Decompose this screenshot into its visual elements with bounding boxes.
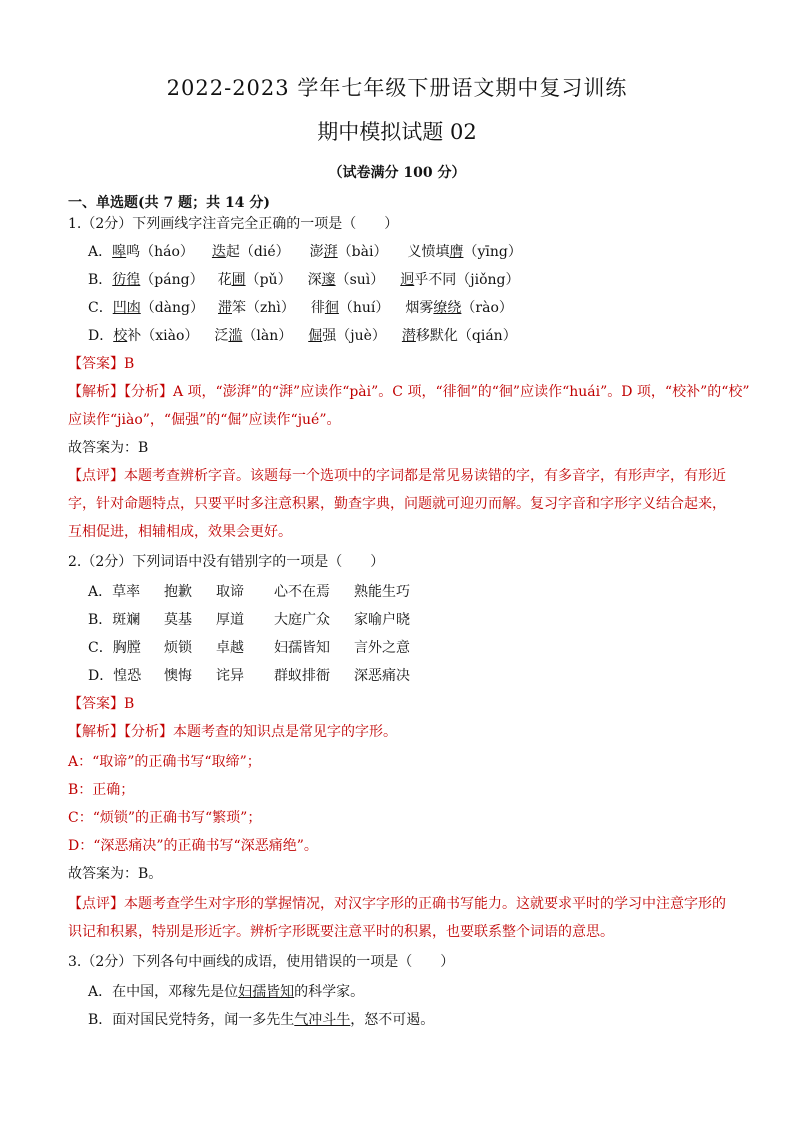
question-2-option-c: C．胸膛 烦锁 卓越 妇孺皆知 言外之意 (88, 640, 410, 656)
question-2-analysis: 【解析】【分析】本题考查的知识点是常见字的字形。 (68, 724, 397, 740)
score-note: （试卷满分 100 分） (328, 165, 466, 181)
question-3-option-b: B．面对国民党特务，闻一多先生气冲斗牛，怒不可遏。 (88, 1012, 435, 1028)
question-1-option-b: B．彷徨（páng） 花圃（pǔ） 深邃（suì） 迥乎不同（jiǒng） (88, 272, 520, 288)
question-2-comment: 【点评】本题考查学生对字形的掌握情况，对汉字字形的正确书写能力。这就要求平时的学习中注意字形的识记和积累，特别是形近字。辨析字形既要注意平时的积累，也要联系整个词语的意思。 (68, 896, 726, 940)
section-heading: 一、单选题(共 7 题；共 14 分) (68, 195, 270, 211)
document-title: 2022-2023 学年七年级下册语文期中复习训练 (166, 76, 628, 100)
question-2-conclusion: 故答案为：B。 (68, 866, 163, 882)
question-1-option-c: C．凹凼（dàng） 滞笨（zhì） 徘徊（huí） 烟雾缭绕（rào） (88, 300, 513, 316)
question-3-stem: 3.（2分）下列各句中画线的成语，使用错误的一项是（ ） (68, 954, 455, 970)
question-2-option-a: A．草率 抱歉 取谛 心不在焉 熟能生巧 (88, 584, 410, 600)
question-1-conclusion: 故答案为：B (68, 440, 149, 456)
question-2-detail-a: A：“取谛”的正确书写“取缔”； (68, 754, 261, 770)
question-2-answer: 【答案】B (68, 696, 135, 712)
question-3-option-a: A．在中国，邓稼先是位妇孺皆知的科学家。 (88, 984, 365, 1000)
question-2-detail-d: D：“深恶痛决”的正确书写“深恶痛绝”。 (68, 838, 318, 854)
question-2-option-d: D．惶恐 懊悔 诧异 群蚁排衙 深恶痛决 (88, 668, 410, 684)
question-2-detail-c: C：“烦锁”的正确书写“繁琐”； (68, 810, 262, 826)
question-1-option-a: A．嗥鸣（háo） 迭起（dié） 澎湃（bài） 义愤填膺（yīng） (88, 244, 522, 260)
question-1-analysis-line-2: 应读作“jiào”，“倔强”的“倔”应读作“jué”。 (68, 412, 341, 428)
question-1-analysis-line-1: 【解析】【分析】A 项，“澎湃”的“湃”应读作“pài”。C 项，“徘徊”的“徊”应读作“huái”。D 项，“校补”的“校” (68, 384, 750, 400)
question-2-stem: 2.（2分）下列词语中没有错别字的一项是（ ） (68, 554, 385, 570)
question-1-answer: 【答案】B (68, 356, 135, 372)
question-1-option-d: D．校补（xiào） 泛滥（làn） 倔强（juè） 潜移默化（qián） (88, 328, 517, 344)
question-1-comment: 【点评】本题考查辨析字音。该题每一个选项中的字词都是常见易读错的字，有多音字，有形声字，有形近字，针对命题特点，只要平时多注意积累，勤查字典，问题就可迎刃而解。复习字音和字形字义结合起来，互相促进，相辅相成，效果会更好。 (68, 468, 726, 540)
document-subtitle: 期中模拟试题 02 (317, 120, 477, 144)
question-2-detail-b: B：正确； (68, 782, 135, 798)
question-1-stem: 1.（2分）下列画线字注音完全正确的一项是（ ） (68, 216, 399, 232)
question-2-option-b: B．斑斓 莫基 厚道 大庭广众 家喻户晓 (88, 612, 410, 628)
